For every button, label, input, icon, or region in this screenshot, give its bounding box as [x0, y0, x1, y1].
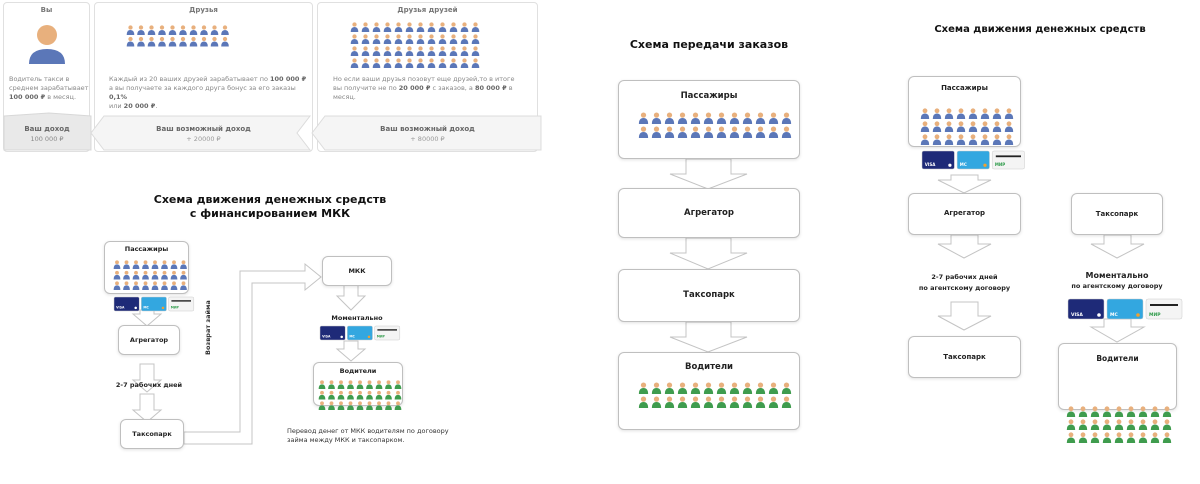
col-friends-header: Друзья: [189, 6, 218, 14]
order-scheme-title: Схема передачи заказов: [629, 38, 789, 51]
svg-text:МИР: МИР: [994, 162, 1006, 168]
person-icon: [1163, 419, 1171, 430]
friends-description: Каждый из 20 ваших друзей зарабатывает по 100 000 ₽ а вы получаете за каждого друга бонус за его заказы 0,1% или 20 000 ₽.: [109, 75, 307, 110]
person-icon: [1151, 432, 1159, 443]
svg-text:VISA: VISA: [322, 334, 331, 339]
mfo-days-label: 2-7 рабочих дней: [115, 381, 183, 389]
svg-text:МИР: МИР: [376, 334, 385, 339]
svg-text:MC: MC: [349, 334, 355, 339]
money-drivers-label: Водители: [1096, 354, 1139, 363]
svg-text:МИР: МИР: [1149, 313, 1161, 318]
svg-text:МИР: МИР: [170, 305, 179, 310]
money-aggregator-label: Агрегатор: [943, 209, 986, 217]
person-icon: [1079, 419, 1087, 430]
person-icon: [1115, 406, 1123, 417]
person-icon: [1103, 406, 1111, 417]
person-icon: [1163, 432, 1171, 443]
person-icon: [933, 108, 941, 119]
person-icon: [1067, 419, 1075, 430]
money-taxipark-right-label: Таксопарк: [1095, 210, 1139, 218]
person-icon: [921, 108, 929, 119]
person-icon: [993, 134, 1001, 145]
person-icon: [933, 121, 941, 132]
person-icon: [969, 134, 977, 145]
person-icon: [1127, 432, 1135, 443]
you-description: Водитель такси в среднем зарабатывает 100 000 ₽ в месяц.: [9, 75, 89, 101]
person-icon: [921, 121, 929, 132]
fof-description: Но если ваши друзья позовут еще друзей,то в итоге вы получите не по 20 000 ₽ с заказов, а 80 000 ₽ в месяц.: [333, 75, 515, 101]
svg-text:MC: MC: [1110, 313, 1118, 318]
person-icon: [1091, 406, 1099, 417]
col-fof-header: Друзья друзей: [397, 6, 458, 14]
svg-text:VISA: VISA: [924, 162, 936, 168]
person-icon: [1151, 419, 1159, 430]
money-payment-cards: [922, 150, 1026, 174]
person-icon: [945, 121, 953, 132]
person-icon: [1067, 432, 1075, 443]
loan-return-label: Возврат займа: [204, 300, 212, 355]
people-icons: [1066, 406, 1174, 445]
person-icon: [1091, 432, 1099, 443]
person-icon: [969, 108, 977, 119]
money-instantly-label: Моментально по агентскому договору: [1071, 271, 1163, 290]
person-icon: [1127, 419, 1135, 430]
possible-income-label-1: Ваш возможный доход: [156, 125, 251, 133]
svg-text:MC: MC: [143, 305, 149, 310]
order-aggregator-label: Агрегатор: [684, 208, 734, 218]
payment-cards-icon: [1068, 298, 1184, 320]
mkk-label: МКК: [348, 267, 366, 275]
person-icon: [945, 108, 953, 119]
money-drivers-grid: [1066, 406, 1174, 449]
mfo-taxipark-label: Таксопарк: [132, 430, 172, 438]
svg-text:VISA: VISA: [1071, 313, 1083, 318]
payment-cards-icon: [922, 150, 1026, 170]
person-icon: [1091, 419, 1099, 430]
person-icon: [957, 134, 965, 145]
money-taxipark-bottom-label: Таксопарк: [943, 353, 986, 361]
person-icon: [1005, 108, 1013, 119]
possible-income-label-2: Ваш возможный доход: [380, 125, 475, 133]
mfo-aggregator-label: Агрегатор: [129, 336, 169, 344]
person-icon: [981, 121, 989, 132]
person-icon: [1005, 134, 1013, 145]
order-drivers-label: Водители: [684, 362, 733, 372]
person-icon: [1139, 419, 1147, 430]
person-icon: [957, 121, 965, 132]
person-icon: [1115, 419, 1123, 430]
svg-text:VISA: VISA: [116, 305, 125, 310]
person-icon: [957, 108, 965, 119]
person-icon: [993, 108, 1001, 119]
person-icon: [1151, 406, 1159, 417]
person-icon: [1079, 406, 1087, 417]
col-you-header: Вы: [40, 6, 53, 14]
person-icon: [921, 134, 929, 145]
order-passengers-label: Пассажиры: [680, 91, 738, 101]
mfo-transfer-note: Перевод денег от МКК водителям по договору займа между МКК и таксопарком.: [287, 427, 449, 444]
your-income-label: Ваш доход: [24, 125, 70, 133]
svg-text:MC: MC: [959, 162, 967, 168]
person-icon: [1139, 406, 1147, 417]
person-icon: [981, 108, 989, 119]
person-icon: [1067, 406, 1075, 417]
person-icon: [1139, 432, 1147, 443]
person-icon: [1005, 121, 1013, 132]
person-icon: [1103, 432, 1111, 443]
your-income-value: 100 000 ₽: [30, 135, 64, 143]
money-passengers-grid: [920, 108, 1016, 151]
order-taxipark-label: Таксопарк: [683, 290, 735, 300]
person-icon: [993, 121, 1001, 132]
mfo-scheme-title: Схема движения денежных средств с финансированием МКК: [153, 193, 387, 220]
people-icons: [920, 108, 1016, 147]
money-instantly-cards: [1068, 298, 1184, 324]
person-icon: [945, 134, 953, 145]
money-days-label: 2-7 рабочих дней по агентскому договору: [918, 273, 1011, 292]
mfo-instantly-label: Моментально: [331, 314, 383, 322]
person-icon: [981, 134, 989, 145]
money-scheme-title: Схема движения денежных средств: [934, 24, 1146, 35]
person-icon: [933, 134, 941, 145]
possible-income-value-1: + 20000 ₽: [186, 135, 221, 143]
person-icon: [1115, 432, 1123, 443]
money-passengers-label: Пассажиры: [941, 84, 988, 92]
mfo-passengers-label: Пассажиры: [124, 245, 169, 253]
person-icon: [1163, 406, 1171, 417]
person-icon: [1103, 419, 1111, 430]
person-icon: [1079, 432, 1087, 443]
mfo-drivers-label: Водители: [339, 367, 377, 375]
person-icon: [969, 121, 977, 132]
possible-income-value-2: + 80000 ₽: [410, 135, 445, 143]
person-icon: [1127, 406, 1135, 417]
